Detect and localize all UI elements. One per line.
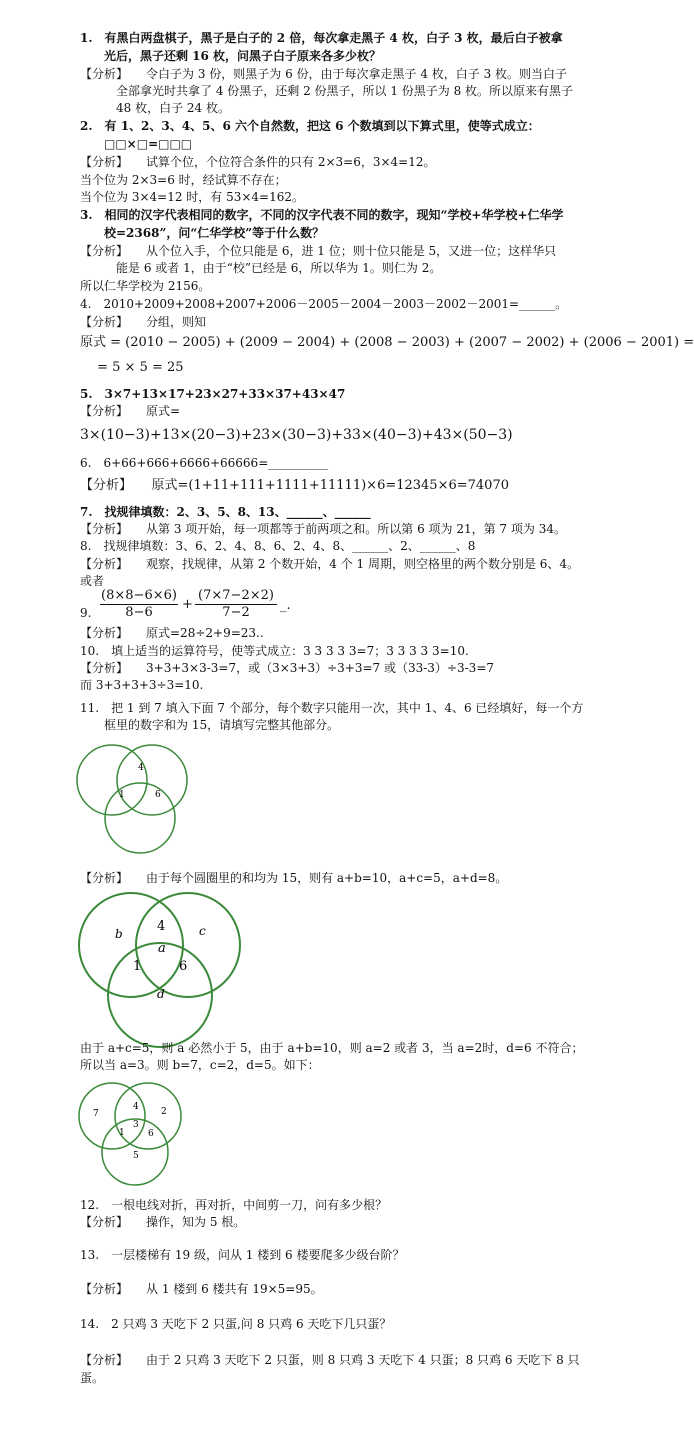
venn1-label-top: 4 xyxy=(138,763,144,773)
analysis-2-line-2: 当个位为 2×3=6 时，经试算不存在； xyxy=(80,173,287,187)
venn-diagram-2 xyxy=(75,890,255,1050)
analysis-11-line-1: 【分析】 由于每个圆圈里的和均为 15，则有 a+b=10，a+c=5，a+d=8。 xyxy=(80,871,508,885)
analysis-5-line-1: 【分析】 原式= xyxy=(80,404,181,418)
fraction-1-numerator: (8×8−6×6) xyxy=(101,588,177,603)
problem-4: 4. 2010+2009+2008+2007+2006－2005－2004－2003－2002－2001=______。 xyxy=(80,297,568,311)
analysis-4-line-1: 【分析】 分组，则知 xyxy=(80,315,207,329)
venn2-label-top: 4 xyxy=(157,919,166,934)
problem-9-number: 9. xyxy=(80,606,92,620)
venn1-left-circle xyxy=(77,745,147,815)
problem-3-line-1: 3. 相同的汉字代表相同的数字，不同的汉字代表不同的数字，现知“学校+华学校+仁华学 xyxy=(80,208,564,222)
venn2-label-left: 1 xyxy=(133,959,142,974)
fraction-2-denominator: 7−2 xyxy=(222,605,250,620)
fraction-1-denominator: 8−6 xyxy=(125,605,153,620)
venn3-label-a: 3 xyxy=(133,1120,139,1130)
analysis-1-line-1: 【分析】 令白子为 3 份，则黑子为 6 份，由于每次拿走黑子 4 枚，白子 3 枚。则当白子 xyxy=(80,67,568,81)
analysis-10-line-2: 而 3+3+3+3÷3=10. xyxy=(80,678,204,692)
analysis-9: 【分析】 原式=28÷2+9=23.. xyxy=(80,626,264,640)
analysis-11-line-3: 所以当 a=3。则 b=7，c=2，d=5。如下： xyxy=(80,1058,320,1072)
problem-11-line-2: 框里的数字和为 15，请填写完整其他部分。 xyxy=(80,718,340,732)
analysis-3-line-3: 所以仁华学校为 2156。 xyxy=(80,279,211,293)
venn3-label-b: 7 xyxy=(93,1109,99,1119)
problem-12: 12. 一根电线对折，再对折，中间剪一刀，问有多少根？ xyxy=(80,1198,388,1212)
problem-5: 5. 3×7+13×17+23×27+33×37+43×47 xyxy=(80,387,346,401)
venn3-left-circle xyxy=(79,1083,145,1149)
analysis-6: 【分析】 原式=(1+11+111+1111+11111)×6=12345×6=74070 xyxy=(80,478,509,493)
venn2-label-d: d xyxy=(157,987,165,1001)
problem-10: 10. 填上适当的运算符号，使等式成立：3 3 3 3 3=7；3 3 3 3 3=10. xyxy=(80,644,469,658)
analysis-8-line-2: 或者 xyxy=(80,574,105,588)
analysis-8-line-1: 【分析】 观察，找规律，从第 2 个数开始，4 个 1 周期，则空格里的两个数分别是 6、4。 xyxy=(80,557,580,571)
analysis-13: 【分析】 从 1 楼到 6 楼共有 19×5=95。 xyxy=(80,1282,323,1296)
analysis-3-line-2: 能是 6 或者 1，由于“校”已经是 6，所以华为 1。则仁为 2。 xyxy=(80,261,442,275)
venn1-bottom-circle xyxy=(105,783,175,853)
analysis-5-formula: 3×(10−3)+13×(20−3)+23×(30−3)+33×(40−3)+43×(50−3) xyxy=(80,427,513,443)
venn2-left-circle xyxy=(79,893,183,997)
problem-1-line-1: 1. 有黑白两盘棋子，黑子是白子的 2 倍，每次拿走黑子 4 枚，白子 3 枚，最后白子被拿 xyxy=(80,31,563,45)
venn2-label-right: 6 xyxy=(179,959,188,974)
fraction-1 xyxy=(100,588,178,620)
problem-6: 6. 6+66+666+6666+66666=__________ xyxy=(80,456,329,470)
fraction-2 xyxy=(195,588,277,620)
problem-3-line-2: 校=2368”，问“仁华学校”等于什么数？ xyxy=(80,226,325,240)
analysis-7: 【分析】 从第 3 项开始，每一项都等于前两项之和。所以第 6 项为 21，第 7 项为 34。 xyxy=(80,522,566,536)
problem-7: 7. 找规律填数：2、3、5、8、13、______、______ xyxy=(80,505,371,519)
venn3-right-circle xyxy=(115,1083,181,1149)
problem-8: 8. 找规律填数：3、6、2、4、8、6、2、4、8、______、2、______、8 xyxy=(80,539,476,553)
fraction-tail: _. xyxy=(280,598,291,613)
analysis-1-line-3: 48 枚，白子 24 枚。 xyxy=(80,101,230,115)
venn3-label-top: 4 xyxy=(133,1102,139,1112)
analysis-14-line-2: 蛋。 xyxy=(80,1371,105,1385)
analysis-2-line-3: 当个位为 3×4=12 时，有 53×4=162。 xyxy=(80,190,305,204)
problem-13: 13. 一层楼梯有 19 级，问从 1 楼到 6 楼要爬多少级台阶？ xyxy=(80,1248,405,1262)
venn3-label-d: 5 xyxy=(133,1151,139,1161)
analysis-2-line-1: 【分析】 试算个位，个位符合条件的只有 2×3=6，3×4=12。 xyxy=(80,155,436,169)
analysis-1-line-2: 全部拿光时共拿了 4 份黑子，还剩 2 份黑子，所以 1 份黑子为 8 枚。所以原来有黑子 xyxy=(80,84,574,98)
venn3-label-left: 1 xyxy=(119,1128,125,1138)
problem-14: 14. 2 只鸡 3 天吃下 2 只蛋,问 8 只鸡 6 天吃下几只蛋？ xyxy=(80,1317,392,1331)
analysis-11-line-2: 由于 a+c=5，则 a 必然小于 5，由于 a+b=10，则 a=2 或者 3，当 a=2时，d=6 不符合； xyxy=(80,1041,584,1055)
analysis-14-line-1: 【分析】 由于 2 只鸡 3 天吃下 2 只蛋，则 8 只鸡 3 天吃下 4 只蛋；8 只鸡 6 天吃下 8 只 xyxy=(80,1353,580,1367)
analysis-4-formula-1: 原式 = (2010 − 2005) + (2009 − 2004) + (2008 − 2003) + (2007 − 2002) + (2006 − 2001) = xyxy=(80,335,694,350)
analysis-10-line-1: 【分析】 3+3+3×3-3=7，或（3×3+3）÷3+3=7 或（33-3）÷3-3=7 xyxy=(80,661,495,675)
problem-2-line-1: 2. 有 1、2、3、4、5、6 六个自然数，把这 6 个数填到以下算式里，使等式成立： xyxy=(80,119,540,133)
venn3-label-c: 2 xyxy=(161,1107,167,1117)
problem-1-line-2: 光后，黑子还剩 16 枚，问黑子白子原来各多少枚？ xyxy=(80,49,382,63)
venn-diagram-1 xyxy=(75,735,205,855)
venn2-label-a: a xyxy=(158,941,166,956)
venn3-label-right: 6 xyxy=(148,1129,154,1139)
fraction-2-numerator: (7×7−2×2) xyxy=(195,588,277,605)
venn2-label-b: b xyxy=(115,927,123,941)
analysis-12: 【分析】 操作，知为 5 根。 xyxy=(80,1215,246,1229)
venn1-label-right: 6 xyxy=(155,790,161,800)
venn1-right-circle xyxy=(117,745,187,815)
venn2-label-c: c xyxy=(199,924,206,938)
venn1-label-left: 1 xyxy=(119,790,125,800)
problem-11-line-1: 11. 把 1 到 7 填入下面 7 个部分，每个数字只能用一次，其中 1、4、6 已经填好，每一个方 xyxy=(80,701,584,715)
fraction-plus-sign: + xyxy=(182,597,193,612)
problem-2-equation: □□×□=□□□ xyxy=(80,137,193,151)
venn-diagram-3 xyxy=(75,1078,205,1188)
analysis-4-formula-2: = 5 × 5 = 25 xyxy=(80,360,184,375)
venn2-right-circle xyxy=(136,893,240,997)
analysis-3-line-1: 【分析】 从个位入手，个位只能是 6，进 1 位；则十位只能是 5，又进一位；这样华只 xyxy=(80,244,557,258)
